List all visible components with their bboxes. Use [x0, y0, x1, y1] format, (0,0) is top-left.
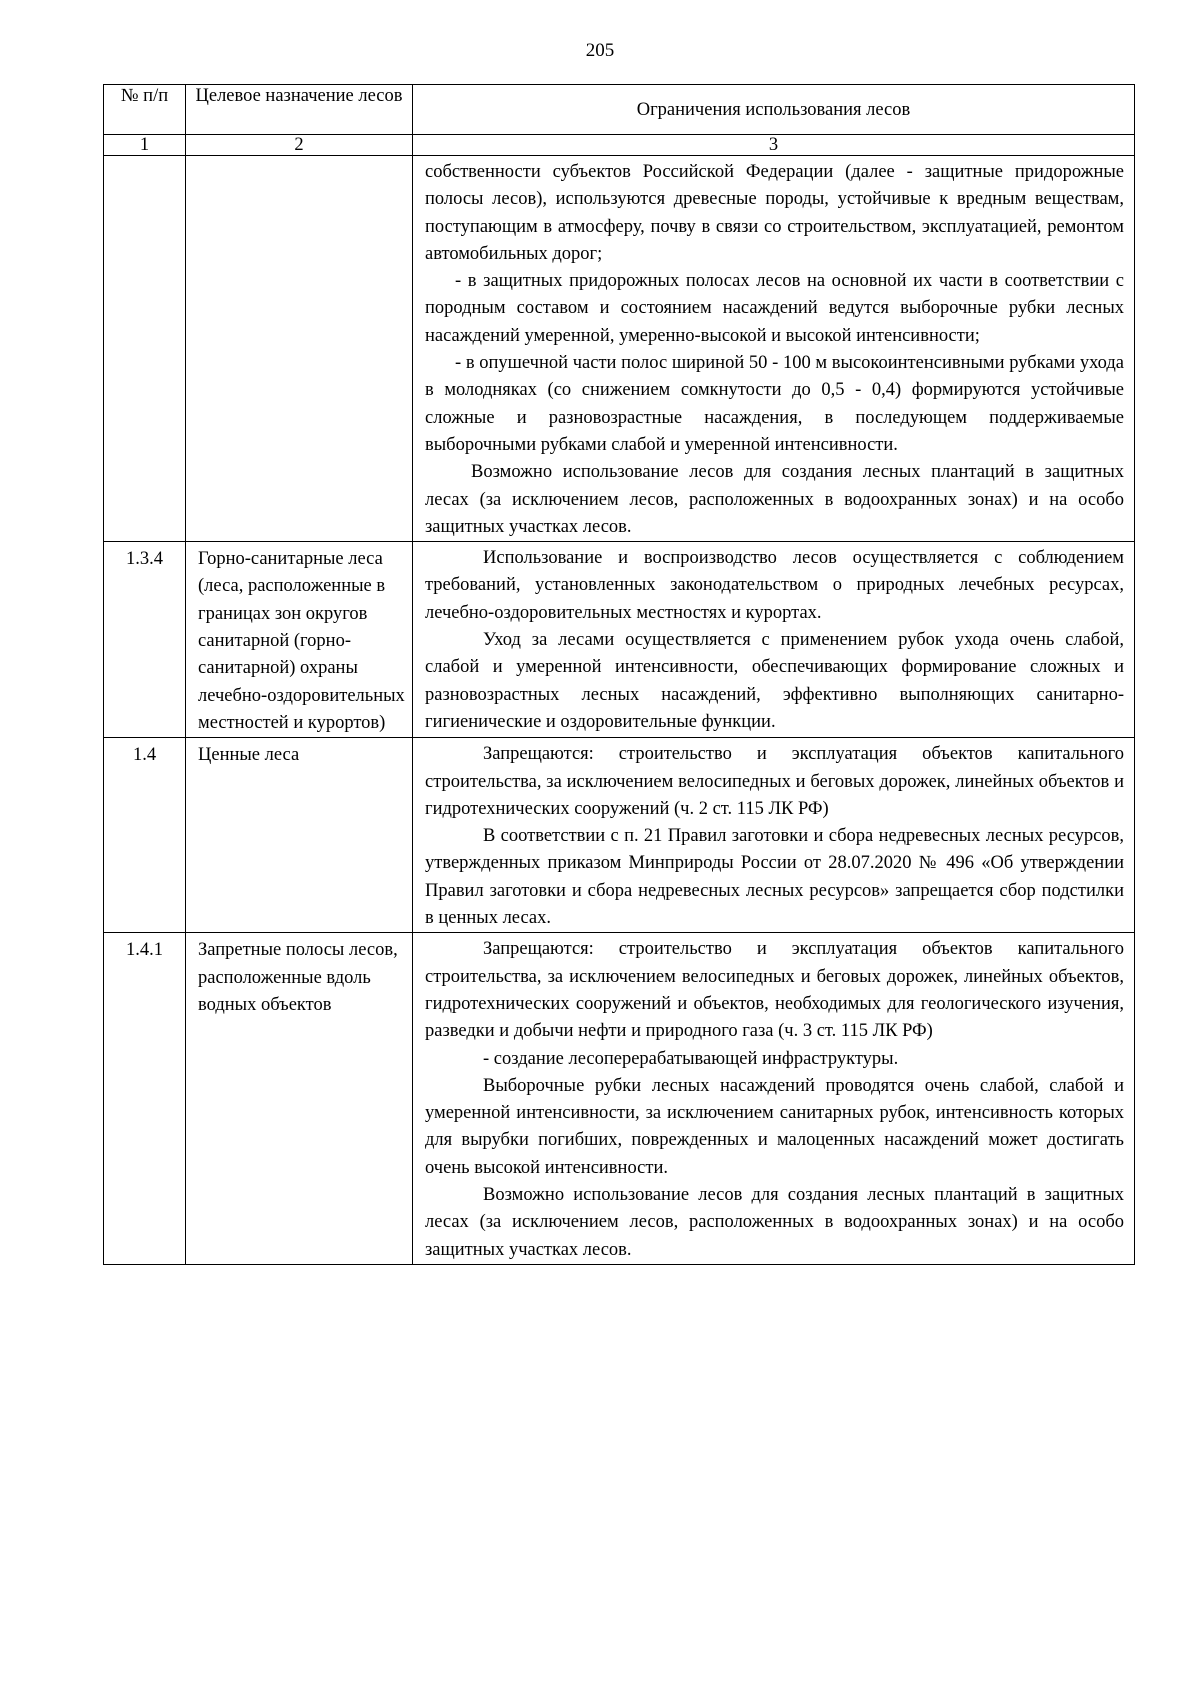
restriction-paragraph: Уход за лесами осуществляется с применением рубок ухода очень слабой, слабой и умеренной интенсивности, обеспечивающих формирование сложных и разновозрастных лесных насаждений, эффективно выполняющих санитарно-гигиенические и оздоровительные функции.: [425, 630, 1124, 732]
row-number: 1.4.1: [104, 933, 186, 1265]
restriction-paragraph: - в защитных придорожных полосах лесов на основной их части в соответствии с породным составом и состоянием насаждений ведутся выборочные рубки лесных насаждений умеренной, умеренно-высокой и высокой интенсивности;: [425, 271, 1124, 346]
row-restrictions: [413, 542, 1135, 738]
row-number: 1.3.4: [104, 542, 186, 738]
table-row: [104, 156, 1135, 542]
column-number: 3: [413, 135, 1135, 156]
restriction-paragraph: В соответствии с п. 21 Правил заготовки и сбора недревесных лесных ресурсов, утвержденных приказом Минприроды России от 28.07.2020 № 496 «Об утверждении Правил заготовки и сбора недревесных лесных ресурсов» запрещается сбор подстилки в ценных лесах.: [425, 826, 1124, 929]
row-purpose: [186, 156, 413, 542]
header-purpose: Целевое назначение лесов: [186, 85, 413, 135]
restriction-paragraph: Запрещаются: строительство и эксплуатация объектов капитального строительства, за исключением велосипедных и беговых дорожек, линейных объектов, гидротехнических сооружений и объектов, необходимых для геологического изучения, разведки и добычи нефти и природного газа (ч. 3 ст. 115 ЛК РФ): [425, 939, 1124, 1042]
column-number-row: [104, 135, 1135, 156]
row-number: 1.4: [104, 738, 186, 933]
header-restrictions: Ограничения использования лесов: [413, 85, 1135, 135]
restriction-paragraph: Запрещаются: строительство и эксплуатация объектов капитального строительства, за исключением велосипедных и беговых дорожек, линейных объектов и гидротехнических сооружений (ч. 2 ст. 115 ЛК РФ): [425, 744, 1124, 819]
restriction-paragraph: Возможно использование лесов для создания лесных плантаций в защитных лесах (за исключением лесов, расположенных в водоохранных зонах) и на особо защитных участках лесов.: [425, 462, 1124, 537]
row-purpose: Ценные леса: [186, 738, 413, 933]
row-purpose: Горно-санитарные леса (леса, расположенные в границах зон округов санитарной (горно-санитарной) охраны лечебно-оздоровительных местностей и курортов): [186, 542, 413, 738]
column-number: 2: [186, 135, 413, 156]
row-number: [104, 156, 186, 542]
row-purpose: Запретные полосы лесов, расположенные вдоль водных объектов: [186, 933, 413, 1265]
restriction-paragraph: собственности субъектов Российской Федерации (далее - защитные придорожные полосы лесов), используются древесные породы, устойчивые к вредным веществам, поступающим в атмосферу, почву в связи со строительством, эксплуатацией, ремонтом автомобильных дорог;: [425, 162, 1124, 264]
restriction-paragraph: - в опушечной части полос шириной 50 - 100 м высокоинтенсивными рубками ухода в молодняках (со снижением сомкнутости до 0,5 - 0,4) формируются устойчивые сложные и разновозрастные насаждения, в последующем поддерживаемые выборочными рубками слабой и умеренной интенсивности.: [425, 353, 1124, 455]
row-restrictions: [413, 738, 1135, 933]
restriction-paragraph: Возможно использование лесов для создания лесных плантаций в защитных лесах (за исключением лесов, расположенных в водоохранных зонах) и на особо защитных участках лесов.: [425, 1184, 1124, 1260]
restriction-paragraph: Использование и воспроизводство лесов осуществляется с соблюдением требований, установленных законодательством о природных лечебных ресурсах, лечебно-оздоровительных местностях и курортах.: [425, 548, 1124, 623]
table-header-row: [104, 85, 1135, 135]
column-number: 1: [104, 135, 186, 156]
table-row: [104, 738, 1135, 933]
page-number: 205: [585, 40, 615, 61]
table-row: [104, 933, 1135, 1265]
header-num: № п/п: [104, 85, 186, 135]
row-restrictions: [413, 156, 1135, 542]
forest-restrictions-table: [103, 84, 1135, 1265]
row-restrictions: [413, 933, 1135, 1265]
table-row: [104, 542, 1135, 738]
restriction-paragraph: Выборочные рубки лесных насаждений проводятся очень слабой, слабой и умеренной интенсивности, за исключением санитарных рубок, интенсивность которых для вырубки погибших, поврежденных и малоценных насаждений может достигать очень высокой интенсивности.: [425, 1075, 1124, 1178]
restriction-paragraph: - создание лесоперерабатывающей инфраструктуры.: [483, 1048, 899, 1069]
